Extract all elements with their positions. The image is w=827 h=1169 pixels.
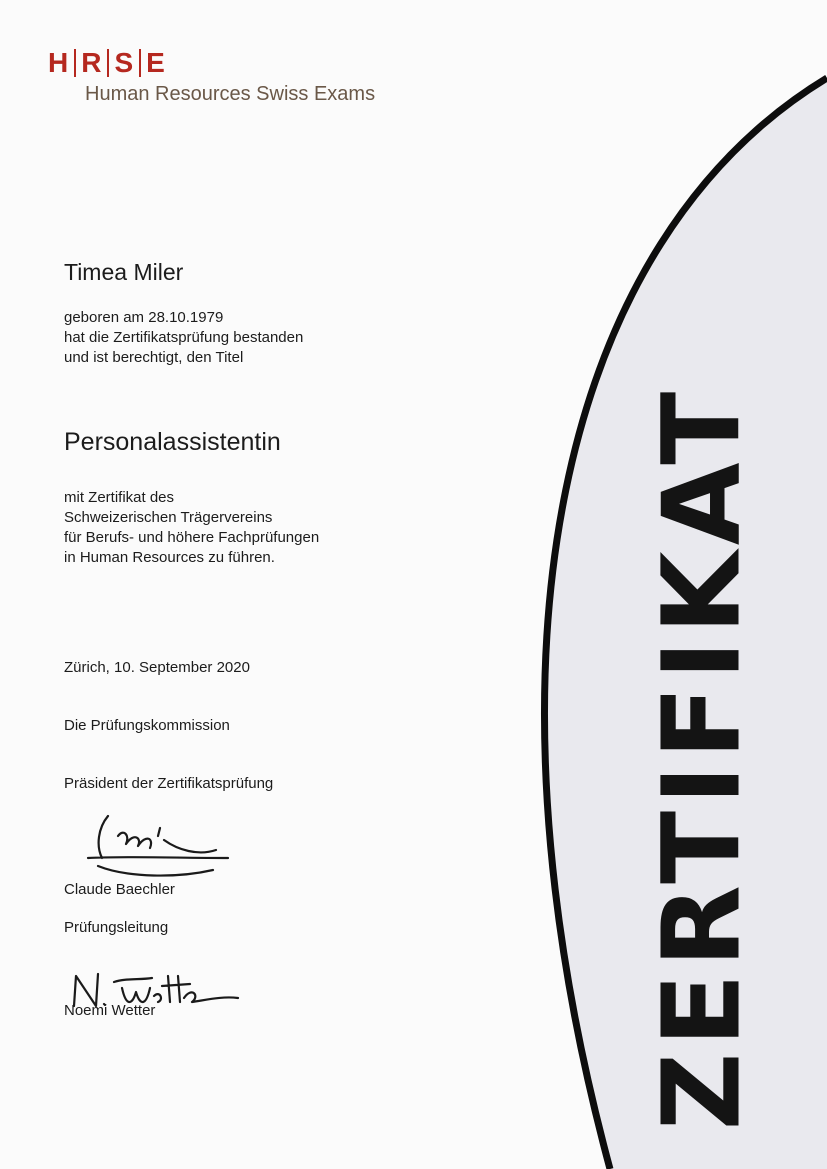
hrse-logo-letters — [48, 48, 375, 78]
degree-title: Personalassistentin — [64, 428, 281, 456]
hrse-logo — [48, 48, 375, 106]
intro-line: hat die Zertifikatsprüfung bestanden — [64, 329, 304, 346]
degree-details — [64, 488, 464, 568]
place-date: Zürich, 10. September 2020 — [64, 659, 250, 676]
recipient-name: Timea Miler — [64, 259, 184, 285]
exam-lead-role: Prüfungsleitung — [64, 919, 169, 936]
signature-claude-baechler — [68, 806, 238, 886]
president-name: Claude Baechler — [64, 881, 175, 898]
detail-line: mit Zertifikat des — [64, 489, 175, 506]
detail-line: in Human Resources zu führen. — [64, 549, 275, 566]
intro-line: geboren am 28.10.1979 — [64, 309, 224, 326]
exam-lead-name: Noemi Wetter — [64, 1002, 156, 1019]
signature-noemi-wetter — [66, 966, 246, 1016]
intro-line: und ist berechtigt, den Titel — [64, 349, 244, 366]
logo-letter-e: E — [146, 47, 166, 78]
intro-text — [64, 308, 464, 368]
logo-letter-h: H — [48, 47, 70, 78]
logo-letter-s: S — [114, 47, 135, 78]
president-role: Präsident der Zertifikatsprüfung — [64, 775, 274, 792]
logo-subtitle: Human Resources Swiss Exams — [85, 83, 376, 105]
zertifikat-vertical-title: ZERTIFIKAT — [640, 385, 765, 1131]
detail-line: für Berufs- und höhere Fachprüfungen — [64, 529, 320, 546]
certificate-body — [64, 257, 464, 1021]
logo-letter-r: R — [81, 47, 103, 78]
detail-line: Schweizerischen Trägervereins — [64, 509, 273, 526]
commission-label: Die Prüfungskommission — [64, 717, 230, 734]
